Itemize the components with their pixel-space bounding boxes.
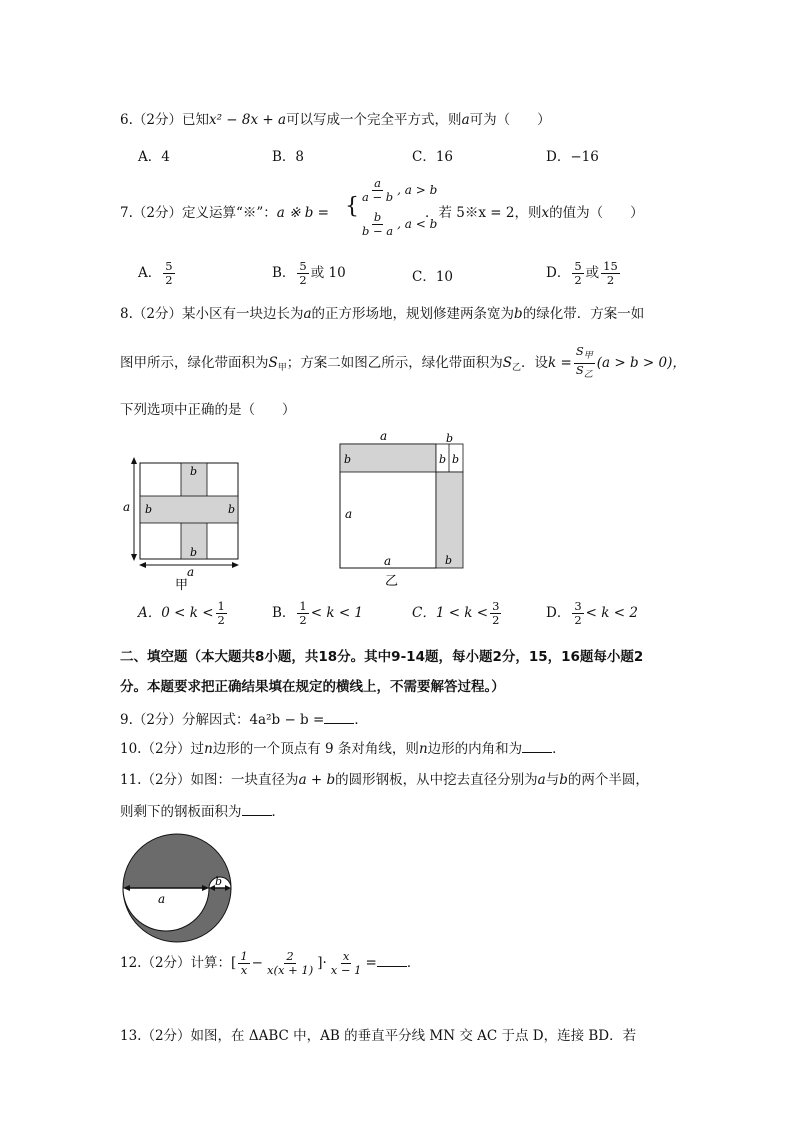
yi-label-a-bottom: a	[384, 554, 392, 568]
figure-q11-disc	[118, 833, 240, 945]
q8-option-a[interactable]: A．0 < k < $\frac{1}{2}$	[138, 599, 225, 627]
q10-stem: 10.（2分）过n边形的一个顶点有 9 条对角线，则n边形的内角和为 ．	[120, 741, 566, 757]
q7-stem-prefix: 7.（2分）定义运算“※”：a ※ b =	[120, 205, 329, 221]
q6-option-a[interactable]: A．4	[138, 149, 170, 165]
yi-caption: 乙	[385, 574, 399, 589]
q13-stem: 13.（2分）如图，在 ΔABC 中，AB 的垂直平分线 MN 交 AC 于点 D，连接 BD．若	[120, 1028, 637, 1044]
yi-label-b-top: b	[446, 432, 454, 445]
jia-label-b-right: b	[228, 503, 236, 516]
jia-label-b-bottom: b	[190, 546, 198, 559]
section2-heading-line2: 分。本题要求把正确结果填在规定的横线上，不需要解答过程。）	[120, 679, 505, 695]
q11-label-b: b	[215, 875, 223, 888]
yi-top-strip	[340, 444, 436, 472]
q11-label-a: a	[158, 892, 166, 906]
q6-stem: 6.（2分）已知x² − 8x + a可以写成一个完全平方式，则a可为（ ）	[120, 112, 551, 128]
q7-option-b[interactable]: B． $\frac{5}{2}$ 或 10	[272, 259, 346, 287]
q7-case1: $\frac{a}{a - b}$ , a > b	[362, 176, 438, 204]
jia-caption: 甲	[175, 578, 189, 593]
q7-option-a[interactable]: A． $\frac{5}{2}$	[138, 259, 173, 287]
q11-line2: 则剩下的钢板面积为 ．	[120, 804, 285, 820]
q7-case2: $\frac{b}{b - a}$ , a < b	[362, 210, 438, 238]
jia-label-a-bottom: a	[187, 565, 195, 579]
q7-brace: {	[345, 194, 359, 219]
q7-option-d[interactable]: D． $\frac{5}{2}$ 或 $\frac{15}{2}$	[546, 259, 618, 287]
q9-stem: 9.（2分）分解因式：4a²b − b = ．	[120, 712, 368, 728]
q8-option-b[interactable]: B． $\frac{1}{2}$ < k < 1	[272, 599, 364, 627]
q8-option-d[interactable]: D． $\frac{3}{2}$ < k < 2	[546, 599, 638, 627]
q6-option-d[interactable]: D．−16	[546, 149, 599, 165]
yi-label-b-inner2: b	[452, 453, 460, 466]
q6-option-c[interactable]: C．16	[412, 149, 454, 165]
q11-answer-blank[interactable]	[242, 804, 272, 816]
q8-line3: 下列选项中正确的是（ ）	[120, 402, 296, 418]
jia-label-b-top: b	[190, 465, 198, 478]
yi-label-a-left: a	[345, 507, 353, 521]
q12-stem: 12.（2分）计算：[ $\frac{1}{x}$ − $\frac{2}{x(x + 1)}$ ]· $\frac{x}{x - 1}$ = ．	[120, 949, 421, 977]
q10-answer-blank[interactable]	[522, 741, 552, 753]
jia-horizontal-strip	[140, 496, 238, 523]
figure-yi	[335, 428, 470, 593]
yi-label-b-bottom: b	[445, 554, 453, 567]
q8-line1: 8.（2分）某小区有一块边长为a的正方形场地，规划修建两条宽为b的绿化带．方案一如	[120, 306, 645, 322]
q8-line2: 图甲所示，绿化带面积为$S_甲$；方案二如图乙所示，绿化带面积为$S_乙$．设k = $\frac{S_甲}{S_乙}$ (a > b > 0)，	[120, 344, 686, 380]
yi-label-b-left: b	[344, 453, 352, 466]
yi-label-b-inner1: b	[439, 453, 447, 466]
section2-heading-line1: 二、填空题（本大题共8小题，共18分。其中9-14题，每小题2分，15，16题每小题2	[120, 649, 644, 665]
q7-option-c[interactable]: C．10	[412, 269, 454, 285]
figure-jia	[118, 455, 248, 595]
q8-option-c[interactable]: C．1 < k < $\frac{3}{2}$	[412, 599, 500, 627]
jia-label-b-left: b	[145, 503, 153, 516]
q9-answer-blank[interactable]	[324, 712, 354, 724]
jia-label-a-left: a	[123, 500, 131, 514]
q12-answer-blank[interactable]	[377, 955, 407, 967]
q7-stem-suffix: ．若 5※x = 2，则x的值为（ ）	[425, 205, 644, 221]
q11-line1: 11.（2分）如图：一块直径为a + b的圆形钢板，从中挖去直径分别为a与b的两个半圆，	[120, 772, 649, 788]
q6-option-b[interactable]: B．8	[272, 149, 305, 165]
yi-label-a-top: a	[380, 429, 388, 443]
